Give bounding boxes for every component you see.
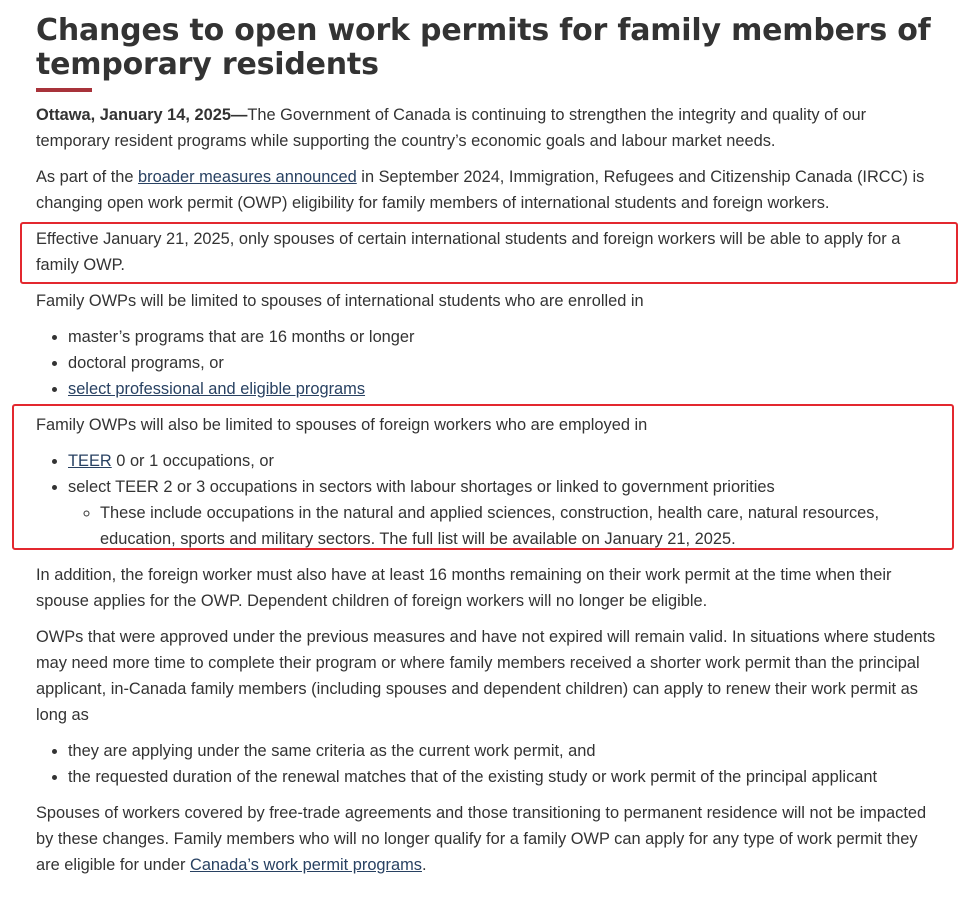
exemptions-period: . xyxy=(421,856,427,874)
highlight-foreign-workers xyxy=(24,412,954,552)
intro-paragraph xyxy=(36,102,942,154)
additional-requirement-paragraph: In addition, the foreign worker must also have at least 16 months remaining on their work permit at the time when their spouse applies for the OWP. Dependent children of foreign workers will no longer be eligible. xyxy=(36,566,892,610)
measures-text-before: As part of the xyxy=(36,168,139,186)
workers-sublist xyxy=(68,500,942,552)
renewal-list xyxy=(36,738,942,790)
effective-date-paragraph: Effective January 21, 2025, only spouses of certain international students and foreign workers will be able to apply for a family OWP. xyxy=(36,230,901,274)
teer-2-3-text: select TEER 2 or 3 occupations in sectors with labour shortages or linked to government priorities xyxy=(68,478,775,496)
workers-list xyxy=(36,448,942,552)
exemptions-text: Spouses of workers covered by free-trade agreements and those transitioning to permanent residence will not be impacted by these changes. Family members who will no longer qualify for a family OWP can apply for any type of work permit they are eligible for under xyxy=(36,804,927,874)
students-intro: Family OWPs will be limited to spouses of international students who are enrolled in xyxy=(36,292,644,310)
dateline: Ottawa, January 14, 2025 xyxy=(36,106,231,124)
list-item: • doctoral programs, or xyxy=(68,350,942,376)
list-item xyxy=(68,448,942,474)
measures-paragraph xyxy=(36,164,942,216)
eligible-programs-link[interactable]: select professional and eligible programs xyxy=(68,380,366,398)
students-list xyxy=(36,324,942,402)
title-underline xyxy=(36,88,92,92)
list-item xyxy=(68,474,942,552)
exemptions-paragraph xyxy=(36,800,942,878)
work-permit-programs-link[interactable]: Canada’s work permit programs xyxy=(189,856,422,874)
list-item: • the requested duration of the renewal matches that of the existing study or work permit of the principal applicant xyxy=(68,764,942,790)
list-item: • master’s programs that are 16 months or longer xyxy=(68,324,942,350)
broader-measures-link[interactable]: broader measures announced xyxy=(138,168,357,186)
page-title: Changes to open work permits for family members of temporary residents xyxy=(36,13,931,82)
measures-text-after: in September 2024, Immigration, Refugees and Citizenship Canada (IRCC) is changing open work permit (OWP) eligibility for family members of international students and foreign workers. xyxy=(36,168,925,212)
list-item: ◦ These include occupations in the natural and applied sciences, construction, health care, natural resources, education, sports and military sectors. The full list will be available on January 21, 2025. xyxy=(100,500,942,552)
list-item: • they are applying under the same criteria as the current work permit, and xyxy=(68,738,942,764)
dateline-dash: — xyxy=(230,106,248,124)
teer-link[interactable]: TEER xyxy=(68,452,112,470)
intro-text: The Government of Canada is continuing to strengthen the integrity and quality of our temporary resident programs while supporting the country’s economic goals and labour market needs. xyxy=(36,106,867,150)
list-item xyxy=(68,376,942,402)
workers-intro: Family OWPs will also be limited to spouses of foreign workers who are employed in xyxy=(36,416,648,434)
highlight-effective-date xyxy=(24,226,954,278)
renewal-paragraph: OWPs that were approved under the previous measures and have not expired will remain valid. In situations where students may need more time to complete their program or where family members received a shorter work permit than the principal applicant, in-Canada family members (including spouses and dependent children) can apply to renew their work permit as long as xyxy=(36,628,936,724)
teer-item-text: 0 or 1 occupations, or xyxy=(111,452,274,470)
